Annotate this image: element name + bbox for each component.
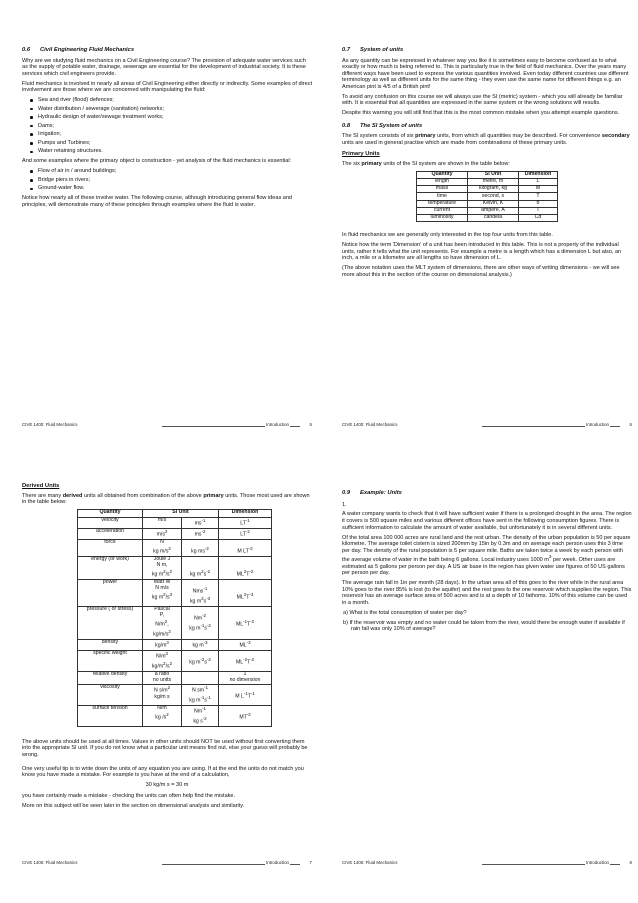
page-number: 6	[629, 422, 632, 427]
page-number: 5	[309, 422, 312, 427]
page-number: 7	[309, 860, 312, 865]
question-b: b) If the reservoir was empty and no water could be taken from the river, would there be enough water if available if rain fall was only 10% of average?	[343, 619, 625, 633]
page-6	[342, 47, 632, 281]
primary-units-table	[416, 171, 558, 222]
table-row: time second, s T	[417, 193, 558, 200]
table-row: force N kg $m/s^2$ kg $ms^{-2}$ M $LT^{-2}$	[78, 540, 272, 557]
list-item: Bridge piers in rivers;	[38, 177, 312, 184]
paragraph: And some examples where the primary object is construction - yet analysis of the fluid mechanics is essential:	[22, 158, 292, 165]
table-row: power Watt W N m/s kg $m^2/s^3$ Nms$^{-1}$ kg $m^2s^{-3}$ $ML^2T^{-3}$	[78, 580, 272, 607]
table-row: current ampere, A I	[417, 207, 558, 214]
question-a: a) What is the total consumption of water per day?	[343, 609, 467, 616]
table-row: surface tension N/m kg $/s^2$ $Nm^{-1}$ kg $s^{-2}$ $MT^{-2}$	[78, 706, 272, 727]
list-item: Water retaining structures.	[38, 148, 312, 155]
paragraph: More on this subject will be seen later in the section on dimensional analysis and similarity.	[22, 802, 245, 809]
table-row: temperature Kelvin, K θ	[417, 200, 558, 207]
paragraph: To avoid any confusion on this course we will always use the SI (metric) system - which you will already be familiar with. It is essential that all quantities are expressed in the same system or the wrong solutions will results.	[342, 93, 623, 107]
paragraph: Of the total area 100 000 acres are rural land and the rest urban. The density of the urban population is 50 per square kilometre. The average toilet cistern is sized 200mm by 15in by 0.3m and on average each person uses this 3 time per day. The density of the rural population is 5 per square mile. Baths are taken twice a week by each person with the average volume of water in the bath being 6 gallons. Local industry uses 1000 $m^3$ per week. Other uses are estimated as 5 gallons per person per day. A US air base in the region has given water use figures of 50 US gallons per person per day.	[342, 534, 631, 577]
table-row: luminosity candela Cd	[417, 214, 558, 221]
paragraph: Notice how the term 'Dimension' of a unit has been introduced in this table. This is not a property of the individual units, rather it tells what the unit represents. For example a metre is a length which has a dimension L but also, an inch, a mile or a kilometre are all lengths so have dimension of L.	[342, 241, 622, 262]
section-heading: 0.7 System of units	[342, 47, 404, 53]
page-footer: CIVE 1400: Fluid Mechanics Introduction 7	[22, 860, 312, 865]
equation: 30 kg/m s = 30 m	[145, 782, 189, 789]
example-number: 1.	[342, 501, 347, 508]
paragraph: Fluid mechanics is involved in nearly all areas of Civil Engineering either directly or indirectly. Some examples of direct involvement are those where we are concerned with manipulating the fluid:	[22, 80, 313, 94]
table-header-row: Quantity SI Unit Dimension	[78, 510, 272, 518]
page-footer: CIVE 1400: Fluid Mechanics Introduction 6	[342, 422, 632, 427]
page-8	[342, 490, 632, 636]
section-heading: 0.6 Civil Engineering Fluid Mechanics	[22, 47, 135, 53]
list-item: Pumps and Turbines;	[38, 140, 312, 147]
paragraph: One very useful tip is to write down the units of any equation you are using. If at the end the units do not match you know you have made a mistake. For example is you have at the end of a calculation,	[22, 765, 304, 779]
table-row: energy (or work) Joule J N m, kg $m^2/s^2$ kg $m^2s^{-2}$ $ML^2T^{-2}$	[78, 557, 272, 580]
paragraph: The above units should be used at all times. Values in other units should NOT be used without first converting them into the appropriate SI unit. If you do not know what a particular unit means find out, else your guess will probably be wrong.	[22, 738, 308, 759]
paragraph: you have certainly made a mistake - checking the units can often help find the mistake.	[22, 792, 236, 799]
list-item: Dams;	[38, 123, 312, 130]
page-5	[22, 47, 312, 212]
table-header-row: Quantity SI Unit Dimension	[417, 171, 558, 178]
table-row: density $kg/m^3$ kg $m^{-3}$ $ML^{-3}$	[78, 639, 272, 650]
paragraph: As any quantity can be expressed in whatever way you like it is sometimes easy to become confused as to what exactly or how much is being referred to. This is particularly true in the field of fluid mechanics. Over the years many different ways have been used to express the various quantities involved. Even today different countries use different terminology as well as different units for the same thing - they even use the same name for different things e.g. an American pint is 4/5 of a British pint!	[342, 57, 629, 90]
subheading: Primary Units	[342, 151, 380, 158]
paragraph: Notice how nearly all of these involve water. The following course, although introducing general flow ideas and principles, will demonstrate many of these principles through examples where the fluid is water.	[22, 195, 293, 208]
paragraph: Why are we studying fluid mechanics on a Civil Engineering course? The provision of adequate water services such as the supply of potable water, drainage, sewerage are essential for the development of industrial society. It is these services which civil engineers provide.	[22, 57, 306, 77]
page-footer: CIVE 1400: Fluid Mechanics Introduction 5	[22, 422, 312, 427]
table-row: length metre, m L	[417, 179, 558, 186]
paragraph: Despite this warning you will still find that this is the most common mistake when you attempt example questions.	[342, 110, 620, 117]
page-number: 8	[629, 860, 632, 865]
table-row: pressure ( or stress) Pascal P, $N/m^2$, $kg/m/s^2$ $Nm^{-2}$ kg $m^{-1}s^{-2}$ $ML^{-1}T^{-2}$	[78, 606, 272, 639]
section-heading: 0.8 The SI System of units	[342, 122, 423, 129]
list-item: Ground-water flow.	[38, 185, 312, 192]
list-item: Hydraulic design of water/sewage treatment works;	[38, 114, 312, 121]
list-item: Sea and river (flood) defences;	[38, 97, 312, 104]
table-row: velocity m/s $ms^{-1}$ $LT^{-1}$	[78, 517, 272, 528]
list-item: Water distribution / sewerage (sanitation) networks;	[38, 106, 312, 113]
derived-units-table	[77, 509, 272, 727]
list-item: Flow of air in / around buildings;	[38, 168, 312, 175]
subheading: Derived Units	[22, 483, 60, 489]
page-7	[22, 483, 312, 812]
table-row: acceleration $m/s^2$ $ms^{-2}$ $LT^{-2}$	[78, 528, 272, 539]
paragraph: In fluid mechanics we are generally only interested in the top four units from this table.	[342, 232, 553, 239]
table-row: specific weight $N/m^3$ $kg/m^2/s^2$ kg $m^{-2}s^{-2}$ $ML^{-2}T^{-2}$	[78, 650, 272, 671]
paragraph: A water company wants to check that it will have sufficient water if there is a prolonged drought in the area. The region it covers is 500 square miles and various different offices have sent in the following consumption figures. There is sufficient information to calculate the amount of water available, but unfortunately it is in several different units.	[342, 511, 632, 531]
bullet-list	[22, 97, 312, 155]
paragraph: (The above notation uses the MLT system of dimensions, there are other ways of writing dimensions - we will see more about this in the section of the course on dimensional analysis.)	[342, 265, 620, 278]
paragraph: The average rain fall in 1in per month (28 days). In the urban area all of this goes to the river while in the rural area 10% goes to the river 85% is lost (to the aquifer) and the rest goes to the one reservoir which supplies the region. This reservoir has an average surface area of 500 acres and is at a depth of 10 fathoms. 10% of this volume can be used in a month.	[342, 580, 632, 606]
paragraph: The SI system consists of six primary units, from which all quantities may be described. For convenience secondary units are used in general practise which are made from combinations of these primary units.	[342, 133, 630, 146]
section-heading: 0.9 Example: Units	[342, 490, 402, 496]
paragraph: There are many derived units all obtained from combination of the above primary units. Those most used are shown in the table below:	[22, 492, 310, 506]
page-footer: CIVE 1400: Fluid Mechanics Introduction 8	[342, 860, 632, 865]
paragraph: The six primary units of the SI system are shown in the table below:	[342, 160, 510, 167]
list-item: Irrigation;	[38, 131, 312, 138]
bullet-list	[22, 168, 312, 192]
table-row: mass kilogram, kg M	[417, 186, 558, 193]
table-row: relative density a ratio no units 1 no dimension	[78, 671, 272, 684]
table-row: viscosity N $s/m^2$ kg/m s N $sm^{-1}$ kg $m^{-1}s^{-1}$ M $L^{-1}T^{-1}$	[78, 685, 272, 706]
